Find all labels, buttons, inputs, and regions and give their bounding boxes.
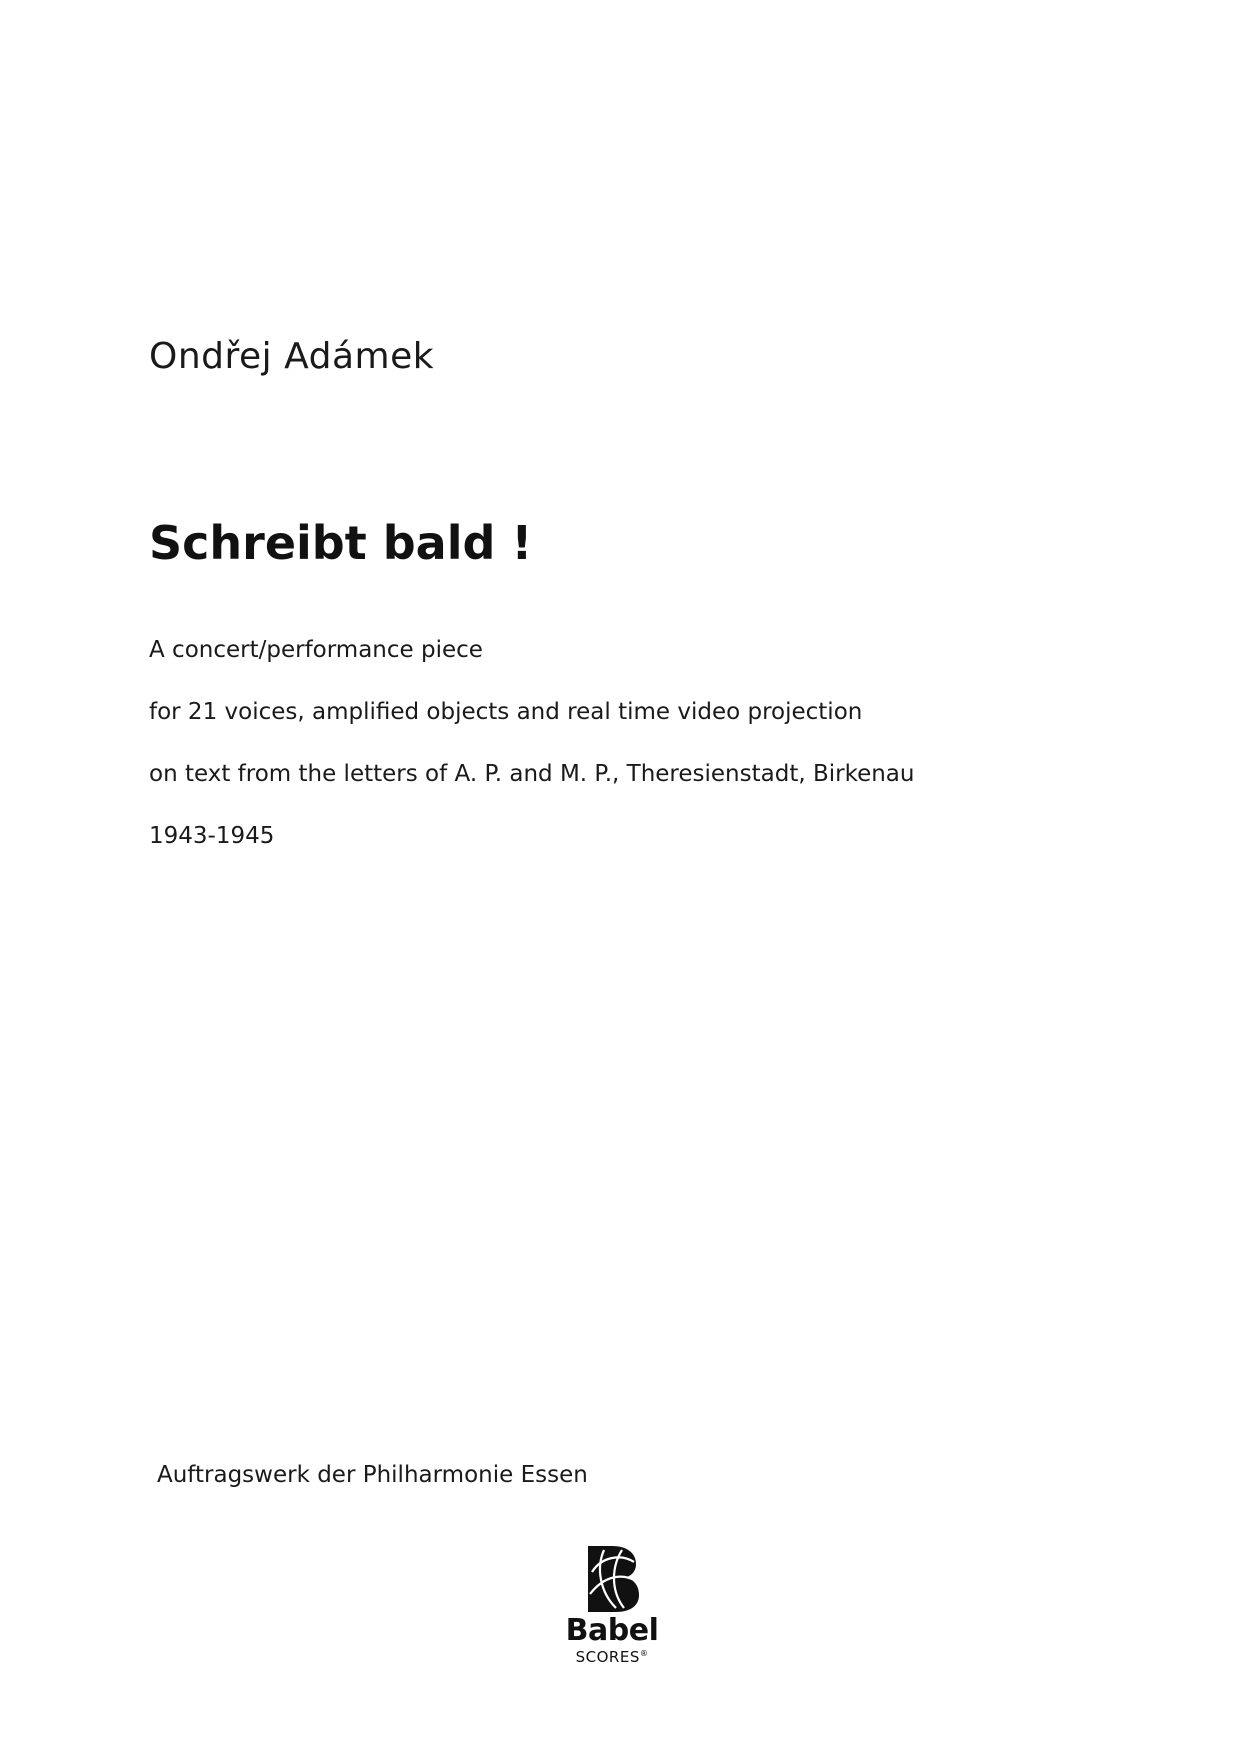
work-title: Schreibt bald ! <box>149 516 533 570</box>
description-line: 1943-1945 <box>149 823 275 849</box>
publisher-name: Babel <box>565 1613 659 1648</box>
publisher-subtitle <box>556 1646 668 1665</box>
description-line: on text from the letters of A. P. and M. P., Theresienstadt, Birkenau <box>149 761 915 787</box>
publisher-logo <box>556 1542 668 1672</box>
commission-note: Auftragswerk der Philharmonie Essen <box>157 1462 588 1488</box>
description-line: A concert/performance piece <box>149 637 483 663</box>
babel-b-monogram-icon <box>582 1542 642 1614</box>
registered-mark: ® <box>639 1649 649 1658</box>
publisher-sub: SCORES <box>575 1648 640 1666</box>
composer-name: Ondřej Adámek <box>149 336 435 377</box>
description-line: for 21 voices, amplified objects and real time video projection <box>149 699 863 725</box>
